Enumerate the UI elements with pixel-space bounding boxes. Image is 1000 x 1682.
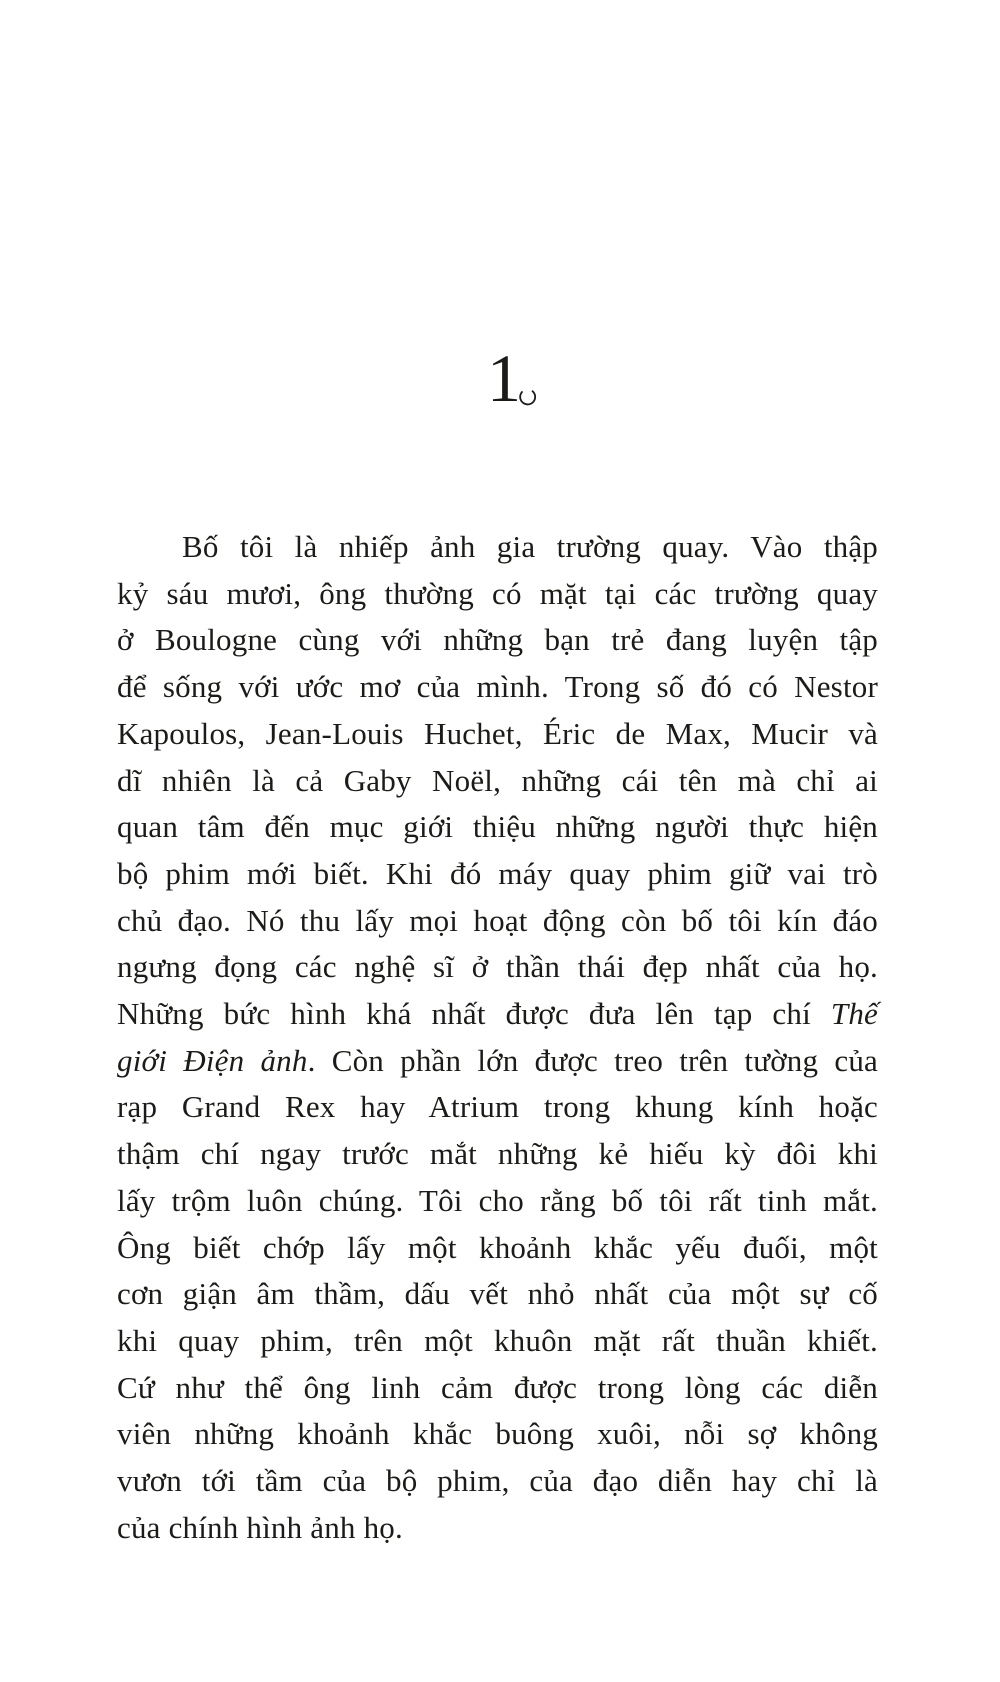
text-line <box>117 1271 878 1318</box>
text-segment: của chính hình ảnh họ. <box>117 1509 403 1545</box>
text-segment: kỷ sáu mươi, ông thường có mặt tại các trường quay <box>117 575 878 611</box>
text-line <box>117 1131 878 1178</box>
text-line <box>117 711 878 758</box>
text-line <box>117 617 878 664</box>
text-segment: bộ phim mới biết. Khi đó máy quay phim giữ vai trò <box>117 855 878 891</box>
text-line <box>117 524 878 571</box>
text-segment: Bố tôi là nhiếp ảnh gia trường quay. Vào thập <box>182 529 878 564</box>
text-line <box>117 1084 878 1131</box>
text-segment: lấy trộm luôn chúng. Tôi cho rằng bố tôi rất tinh mắt. <box>117 1182 878 1218</box>
text-segment: dĩ nhiên là cả Gaby Noël, những cái tên mà chỉ ai <box>117 762 878 798</box>
text-line <box>117 1365 878 1412</box>
text-line <box>117 1225 878 1272</box>
body-text <box>117 524 878 1551</box>
text-segment: chủ đạo. Nó thu lấy mọi hoạt động còn bố tôi kín đáo <box>117 902 878 938</box>
text-segment: Cứ như thể ông linh cảm được trong lòng các diễn <box>117 1369 878 1405</box>
text-line <box>117 944 878 991</box>
text-line <box>117 1505 878 1552</box>
text-segment: quan tâm đến mục giới thiệu những người thực hiện <box>117 809 878 845</box>
text-segment: khi quay phim, trên một khuôn mặt rất thuần khiết. <box>117 1322 878 1358</box>
text-segment: viên những khoảnh khắc buông xuôi, nỗi sợ không <box>117 1416 878 1452</box>
italic-text-segment: Thế <box>830 996 878 1032</box>
text-segment: rạp Grand Rex hay Atrium trong khung kính hoặc <box>117 1089 878 1125</box>
text-line <box>117 1038 878 1085</box>
text-line <box>117 898 878 945</box>
text-line <box>117 664 878 711</box>
text-line <box>117 758 878 805</box>
chapter-number: 1 <box>487 344 521 412</box>
text-line <box>117 851 878 898</box>
text-segment: . Còn phần lớn được treo trên tường của <box>307 1042 878 1078</box>
flourish-curl-icon <box>516 353 538 421</box>
text-line <box>117 804 878 851</box>
chapter-heading <box>0 340 1000 416</box>
text-segment: thậm chí ngay trước mắt những kẻ hiếu kỳ đôi khi <box>117 1136 878 1172</box>
text-line <box>117 1458 878 1505</box>
text-line <box>117 1318 878 1365</box>
text-line <box>117 571 878 618</box>
text-segment: vươn tới tầm của bộ phim, của đạo diễn hay chỉ là <box>117 1463 878 1499</box>
text-segment: ngưng đọng các nghệ sĩ ở thần thái đẹp nhất của họ. <box>117 949 878 985</box>
text-segment: để sống với ước mơ của mình. Trong số đó có Nestor <box>117 669 878 705</box>
text-line <box>117 1411 878 1458</box>
text-segment: ở Boulogne cùng với những bạn trẻ đang luyện tập <box>117 622 878 658</box>
text-line <box>117 1178 878 1225</box>
text-segment: Những bức hình khá nhất được đưa lên tạp chí <box>117 996 831 1032</box>
text-segment: cơn giận âm thầm, dấu vết nhỏ nhất của một sự cố <box>117 1276 878 1312</box>
text-line <box>117 991 878 1038</box>
italic-text-segment: giới Điện ảnh <box>117 1042 308 1078</box>
text-segment: Kapoulos, Jean-Louis Huchet, Éric de Max, Mucir và <box>117 715 878 751</box>
text-segment: Ông biết chớp lấy một khoảnh khắc yếu đuối, một <box>117 1229 878 1265</box>
